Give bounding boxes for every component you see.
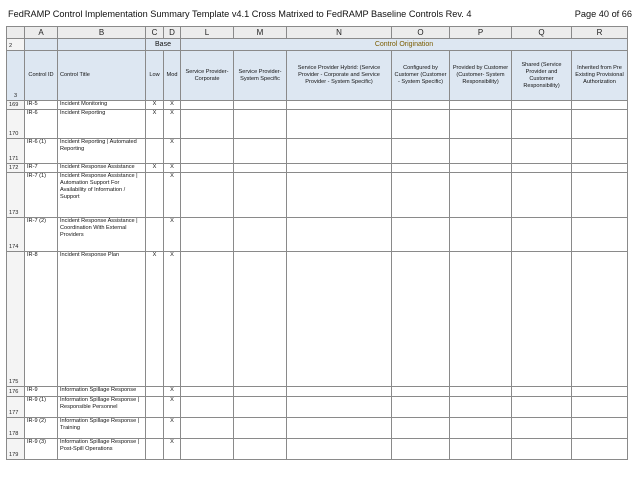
sp-hybrid-cell[interactable] bbox=[287, 139, 392, 164]
configured-by-customer-cell[interactable] bbox=[392, 387, 450, 397]
group-blank-cell bbox=[58, 39, 146, 51]
provided-by-customer-cell[interactable] bbox=[450, 173, 512, 218]
inherited-cell[interactable] bbox=[572, 164, 628, 173]
provided-by-customer-cell[interactable] bbox=[450, 252, 512, 387]
inherited-cell[interactable] bbox=[572, 101, 628, 110]
row-number[interactable]: 177 bbox=[7, 397, 25, 418]
mod-cell[interactable]: X bbox=[164, 101, 181, 110]
row-number[interactable]: 171 bbox=[7, 139, 25, 164]
control-id-header: Control ID bbox=[25, 51, 58, 101]
control-title-cell[interactable]: Incident Reporting | Automated Reporting bbox=[58, 139, 146, 164]
row-number[interactable]: 178 bbox=[7, 418, 25, 439]
control-id-cell[interactable]: IR-6 bbox=[25, 110, 58, 139]
sp-system-specific-cell[interactable] bbox=[234, 218, 287, 252]
provided-by-customer-cell[interactable] bbox=[450, 139, 512, 164]
table-row bbox=[7, 164, 628, 173]
provided-by-customer-header: Provided by Customer (Customer- System Responsibility) bbox=[450, 51, 512, 101]
configured-by-customer-cell[interactable] bbox=[392, 252, 450, 387]
sp-hybrid-cell[interactable] bbox=[287, 101, 392, 110]
low-cell[interactable] bbox=[146, 418, 164, 439]
sp-corporate-cell[interactable] bbox=[181, 418, 234, 439]
shared-cell[interactable] bbox=[512, 397, 572, 418]
column-header-p[interactable]: P bbox=[450, 27, 512, 39]
sp-system-specific-cell[interactable] bbox=[234, 439, 287, 460]
shared-cell[interactable] bbox=[512, 218, 572, 252]
base-group-label: Base bbox=[146, 39, 181, 51]
mod-cell[interactable]: X bbox=[164, 418, 181, 439]
table-row bbox=[7, 252, 628, 387]
inherited-cell[interactable] bbox=[572, 418, 628, 439]
inherited-cell[interactable] bbox=[572, 173, 628, 218]
sp-corporate-cell[interactable] bbox=[181, 164, 234, 173]
sp-system-specific-cell[interactable] bbox=[234, 139, 287, 164]
control-title-cell[interactable]: Incident Reporting bbox=[58, 110, 146, 139]
inherited-cell[interactable] bbox=[572, 439, 628, 460]
control-id-cell[interactable]: IR-7 bbox=[25, 164, 58, 173]
inherited-cell[interactable] bbox=[572, 110, 628, 139]
control-title-cell[interactable]: Incident Response Assistance | Coordination With External Providers bbox=[58, 218, 146, 252]
control-title-cell[interactable]: Incident Response Assistance bbox=[58, 164, 146, 173]
column-header-q[interactable]: Q bbox=[512, 27, 572, 39]
column-header-a[interactable]: A bbox=[25, 27, 58, 39]
sp-system-specific-cell[interactable] bbox=[234, 164, 287, 173]
provided-by-customer-cell[interactable] bbox=[450, 218, 512, 252]
low-cell[interactable] bbox=[146, 387, 164, 397]
corner-cell bbox=[7, 27, 25, 39]
document-title: FedRAMP Control Implementation Summary Template v4.1 Cross Matrixed to FedRAMP Baseline Controls Rev. 4 bbox=[8, 9, 472, 19]
mod-cell[interactable]: X bbox=[164, 173, 181, 218]
column-header-l[interactable]: L bbox=[181, 27, 234, 39]
control-summary-table bbox=[6, 26, 628, 460]
sp-hybrid-cell[interactable] bbox=[287, 418, 392, 439]
mod-cell[interactable]: X bbox=[164, 397, 181, 418]
inherited-cell[interactable] bbox=[572, 397, 628, 418]
sp-system-specific-cell[interactable] bbox=[234, 387, 287, 397]
control-title-cell[interactable]: Information Spillage Response | Training bbox=[58, 418, 146, 439]
group-header-row bbox=[7, 39, 628, 51]
sp-corporate-cell[interactable] bbox=[181, 173, 234, 218]
row-number[interactable]: 176 bbox=[7, 387, 25, 397]
mod-cell[interactable]: X bbox=[164, 110, 181, 139]
table-row bbox=[7, 397, 628, 418]
row-number[interactable]: 173 bbox=[7, 173, 25, 218]
column-header-m[interactable]: M bbox=[234, 27, 287, 39]
control-title-cell[interactable]: Incident Response Assistance | Automation Support For Availability of Information / Support bbox=[58, 173, 146, 218]
sp-system-specific-cell[interactable] bbox=[234, 397, 287, 418]
sp-corporate-cell[interactable] bbox=[181, 101, 234, 110]
configured-by-customer-cell[interactable] bbox=[392, 164, 450, 173]
control-title-cell[interactable]: Information Spillage Response | Responsible Personnel bbox=[58, 397, 146, 418]
low-cell[interactable]: X bbox=[146, 164, 164, 173]
row-number: 3 bbox=[7, 51, 25, 101]
configured-by-customer-cell[interactable] bbox=[392, 173, 450, 218]
sp-hybrid-cell[interactable] bbox=[287, 173, 392, 218]
sp-corporate-cell[interactable] bbox=[181, 218, 234, 252]
table-row bbox=[7, 439, 628, 460]
table-row bbox=[7, 418, 628, 439]
row-number[interactable]: 174 bbox=[7, 218, 25, 252]
low-cell[interactable]: X bbox=[146, 101, 164, 110]
sp-hybrid-cell[interactable] bbox=[287, 110, 392, 139]
inherited-cell[interactable] bbox=[572, 139, 628, 164]
inherited-cell[interactable] bbox=[572, 387, 628, 397]
row-number[interactable]: 172 bbox=[7, 164, 25, 173]
configured-by-customer-header: Configured by Customer (Customer - System Specific) bbox=[392, 51, 450, 101]
table-row bbox=[7, 139, 628, 164]
column-header-d[interactable]: D bbox=[164, 27, 181, 39]
sp-hybrid-cell[interactable] bbox=[287, 164, 392, 173]
mod-cell[interactable]: X bbox=[164, 252, 181, 387]
control-id-cell[interactable]: IR-7 (1) bbox=[25, 173, 58, 218]
configured-by-customer-cell[interactable] bbox=[392, 218, 450, 252]
control-id-cell[interactable]: IR-9 (2) bbox=[25, 418, 58, 439]
shared-cell[interactable] bbox=[512, 173, 572, 218]
shared-cell[interactable] bbox=[512, 418, 572, 439]
table-row bbox=[7, 101, 628, 110]
configured-by-customer-cell[interactable] bbox=[392, 139, 450, 164]
sp-system-specific-cell[interactable] bbox=[234, 173, 287, 218]
control-title-cell[interactable]: Information Spillage Response | Post-Spill Operations bbox=[58, 439, 146, 460]
group-blank-cell bbox=[25, 39, 58, 51]
shared-cell[interactable] bbox=[512, 139, 572, 164]
mod-cell[interactable]: X bbox=[164, 139, 181, 164]
table-row bbox=[7, 387, 628, 397]
column-header-o[interactable]: O bbox=[392, 27, 450, 39]
control-id-cell[interactable]: IR-6 (1) bbox=[25, 139, 58, 164]
configured-by-customer-cell[interactable] bbox=[392, 439, 450, 460]
low-cell[interactable] bbox=[146, 173, 164, 218]
sp-system-specific-cell[interactable] bbox=[234, 252, 287, 387]
sp-corporate-cell[interactable] bbox=[181, 397, 234, 418]
shared-cell[interactable] bbox=[512, 252, 572, 387]
provided-by-customer-cell[interactable] bbox=[450, 439, 512, 460]
table-header-row bbox=[7, 51, 628, 101]
column-letter-row bbox=[7, 27, 628, 39]
inherited-cell[interactable] bbox=[572, 252, 628, 387]
column-header-c[interactable]: C bbox=[146, 27, 164, 39]
low-cell[interactable]: X bbox=[146, 110, 164, 139]
configured-by-customer-cell[interactable] bbox=[392, 101, 450, 110]
column-header-n[interactable]: N bbox=[287, 27, 392, 39]
control-title-cell[interactable]: Information Spillage Response bbox=[58, 387, 146, 397]
control-title-cell[interactable]: Incident Response Plan bbox=[58, 252, 146, 387]
sp-system-specific-header: Service Provider-System Specific bbox=[234, 51, 287, 101]
sp-system-specific-cell[interactable] bbox=[234, 418, 287, 439]
sp-corporate-cell[interactable] bbox=[181, 439, 234, 460]
low-cell[interactable] bbox=[146, 397, 164, 418]
provided-by-customer-cell[interactable] bbox=[450, 101, 512, 110]
control-origination-label: Control Origination bbox=[181, 39, 628, 51]
page-number: Page 40 of 66 bbox=[574, 9, 632, 19]
shared-header: Shared (Service Provider and Customer Responsibility) bbox=[512, 51, 572, 101]
low-header: Low bbox=[146, 51, 164, 101]
mod-cell[interactable]: X bbox=[164, 164, 181, 173]
low-cell[interactable] bbox=[146, 139, 164, 164]
sp-hybrid-cell[interactable] bbox=[287, 252, 392, 387]
control-title-header: Control Title bbox=[58, 51, 146, 101]
mod-cell[interactable]: X bbox=[164, 387, 181, 397]
sp-hybrid-cell[interactable] bbox=[287, 218, 392, 252]
inherited-cell[interactable] bbox=[572, 218, 628, 252]
control-id-cell[interactable]: IR-7 (2) bbox=[25, 218, 58, 252]
control-id-cell[interactable]: IR-8 bbox=[25, 252, 58, 387]
sp-system-specific-cell[interactable] bbox=[234, 101, 287, 110]
sp-system-specific-cell[interactable] bbox=[234, 110, 287, 139]
sp-hybrid-cell[interactable] bbox=[287, 439, 392, 460]
provided-by-customer-cell[interactable] bbox=[450, 164, 512, 173]
control-id-cell[interactable]: IR-9 (3) bbox=[25, 439, 58, 460]
column-header-b[interactable]: B bbox=[58, 27, 146, 39]
provided-by-customer-cell[interactable] bbox=[450, 397, 512, 418]
sp-hybrid-cell[interactable] bbox=[287, 397, 392, 418]
shared-cell[interactable] bbox=[512, 164, 572, 173]
shared-cell[interactable] bbox=[512, 387, 572, 397]
provided-by-customer-cell[interactable] bbox=[450, 418, 512, 439]
row-number: 2 bbox=[7, 39, 25, 51]
low-cell[interactable]: X bbox=[146, 252, 164, 387]
table-row bbox=[7, 173, 628, 218]
mod-header: Mod bbox=[164, 51, 181, 101]
provided-by-customer-cell[interactable] bbox=[450, 387, 512, 397]
control-id-cell[interactable]: IR-9 bbox=[25, 387, 58, 397]
control-title-cell[interactable]: Incident Monitoring bbox=[58, 101, 146, 110]
shared-cell[interactable] bbox=[512, 101, 572, 110]
shared-cell[interactable] bbox=[512, 110, 572, 139]
row-number[interactable]: 179 bbox=[7, 439, 25, 460]
page-header bbox=[6, 8, 632, 22]
sp-corporate-cell[interactable] bbox=[181, 139, 234, 164]
configured-by-customer-cell[interactable] bbox=[392, 397, 450, 418]
row-number[interactable]: 170 bbox=[7, 110, 25, 139]
sp-corporate-cell[interactable] bbox=[181, 387, 234, 397]
sp-corporate-header: Service Provider-Corporate bbox=[181, 51, 234, 101]
mod-cell[interactable]: X bbox=[164, 439, 181, 460]
row-number[interactable]: 175 bbox=[7, 252, 25, 387]
configured-by-customer-cell[interactable] bbox=[392, 418, 450, 439]
sp-corporate-cell[interactable] bbox=[181, 252, 234, 387]
table-row bbox=[7, 218, 628, 252]
table-row bbox=[7, 110, 628, 139]
low-cell[interactable] bbox=[146, 218, 164, 252]
control-id-cell[interactable]: IR-9 (1) bbox=[25, 397, 58, 418]
inherited-header: Inherited from Pre Existing Provisional Authorization bbox=[572, 51, 628, 101]
sp-hybrid-header: Service Provider Hybrid: (Service Provider - Corporate and Service Provider - System Specific) bbox=[287, 51, 392, 101]
sp-hybrid-cell[interactable] bbox=[287, 387, 392, 397]
shared-cell[interactable] bbox=[512, 439, 572, 460]
mod-cell[interactable]: X bbox=[164, 218, 181, 252]
sp-corporate-cell[interactable] bbox=[181, 110, 234, 139]
column-header-r[interactable]: R bbox=[572, 27, 628, 39]
configured-by-customer-cell[interactable] bbox=[392, 110, 450, 139]
row-number[interactable]: 169 bbox=[7, 101, 25, 110]
control-id-cell[interactable]: IR-5 bbox=[25, 101, 58, 110]
provided-by-customer-cell[interactable] bbox=[450, 110, 512, 139]
low-cell[interactable] bbox=[146, 439, 164, 460]
